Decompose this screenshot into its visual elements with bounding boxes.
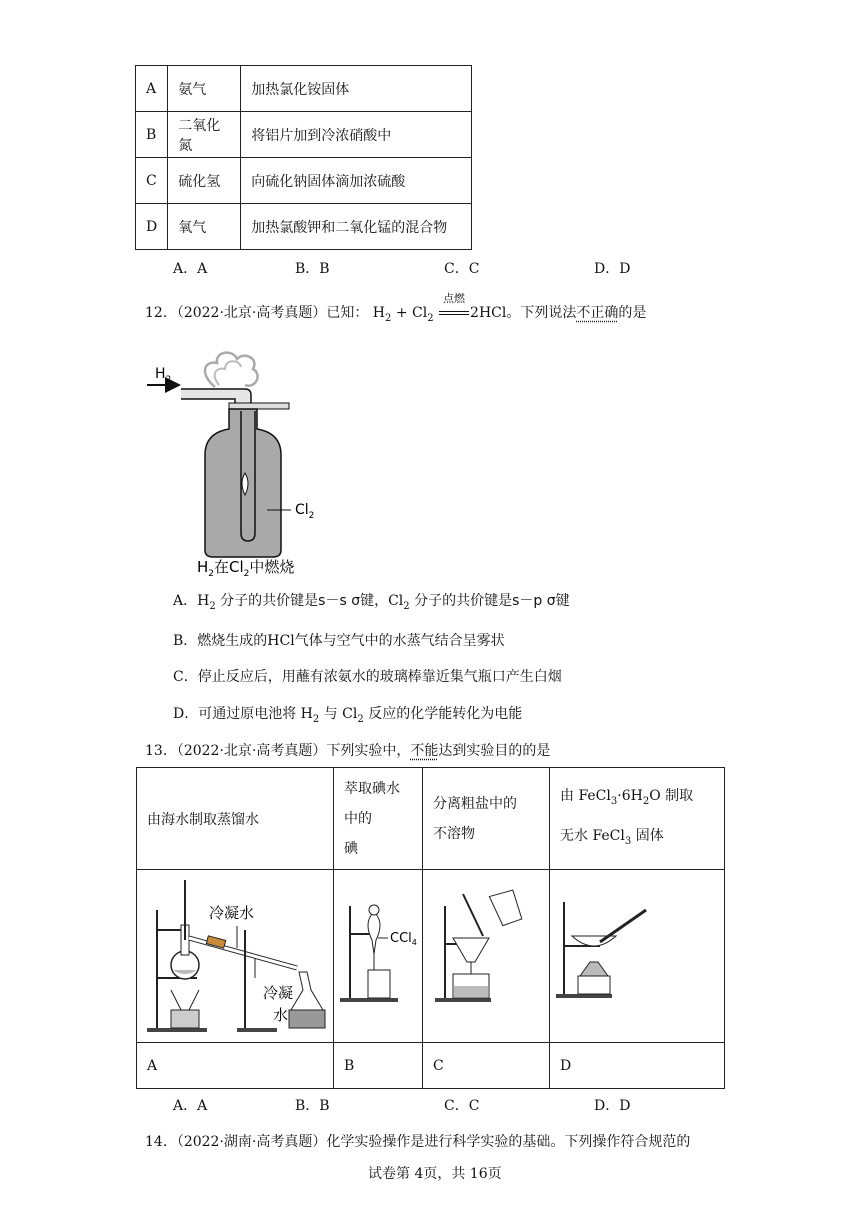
emphasis: 不正确	[576, 305, 619, 321]
cell-gas: 氨气	[168, 66, 241, 112]
figure-c-cell	[423, 870, 550, 1043]
q11-options	[0, 258, 860, 278]
cell-gas: 氧气	[168, 204, 241, 250]
cell-method: 加热氯化铵固体	[241, 66, 472, 112]
cell-opt: C	[136, 158, 168, 204]
h2-label: $H_2$	[155, 366, 172, 385]
cool-water-top-label: 冷凝水	[209, 904, 255, 922]
filtration-apparatus-figure	[423, 870, 549, 1038]
q12-option-c: C．停止反应后，用蘸有浓氨水的玻璃棒靠近集气瓶口产生白烟	[173, 669, 562, 685]
cell-method: 将铝片加到冷浓硝酸中	[241, 112, 472, 158]
header-c: 分离粗盐中的 不溶物	[423, 768, 550, 870]
gas-prep-table	[135, 65, 472, 250]
cell-opt: D	[136, 204, 168, 250]
label-a: A	[137, 1043, 334, 1089]
q12-option-a: A．$H_2$ 分子的共价键是s－s σ键，$Cl_2$ 分子的共价键是s－p σ键	[173, 593, 570, 612]
figure-d-cell	[550, 870, 725, 1043]
option-b: B．B	[295, 1098, 330, 1114]
cell-gas: 硫化氢	[168, 158, 241, 204]
cell-method: 向硫化钠固体滴加浓硫酸	[241, 158, 472, 204]
emphasis: 不能	[410, 743, 439, 759]
experiment-table	[136, 767, 725, 1089]
h2-cl2-combustion-figure	[145, 345, 315, 579]
reaction-condition: 点燃	[443, 292, 466, 305]
cool-water-bottom-label-1: 冷凝	[263, 984, 294, 1002]
distillation-apparatus-figure	[137, 870, 333, 1038]
q12-option-d: D．可通过原电池将 $H_2$ 与 $Cl_2$ 反应的化学能转化为电能	[173, 706, 523, 725]
cl2-label: $Cl_2$	[295, 502, 315, 521]
extraction-apparatus-figure	[334, 870, 422, 1038]
header-b: 萃取碘水中的 碘	[334, 768, 423, 870]
header-d: 由 $FeCl_3\cdot 6H_2O$ 制取 无水 FeCl$_3$ 固体	[550, 768, 725, 870]
figure-b-cell	[334, 870, 423, 1043]
q12-option-b: B．燃烧生成的HCl气体与空气中的水蒸气结合呈雾状	[173, 633, 505, 649]
q13-options	[0, 1095, 860, 1115]
header-a: 由海水制取蒸馏水	[137, 768, 334, 870]
cool-water-bottom-label-2: 水	[273, 1006, 289, 1024]
label-d: D	[550, 1043, 725, 1089]
cell-opt: A	[136, 66, 168, 112]
option-c: C．C	[444, 1098, 480, 1114]
q14-stem: 14．（2022·湖南·高考真题）化学实验操作是进行科学实验的基础。下列操作符合规范的	[145, 1134, 691, 1150]
option-a: A．A	[173, 1098, 208, 1114]
option-b: B．B	[295, 261, 330, 277]
label-b: B	[334, 1043, 423, 1089]
option-a: A．A	[173, 261, 208, 277]
figure-a-cell	[137, 870, 334, 1043]
evaporation-apparatus-figure	[550, 870, 700, 1038]
q12-stem: 12．（2022·北京·高考真题）已知： $H_2 + Cl_2$ 点燃 2HCl。下列说法不正确的是	[145, 292, 647, 324]
cell-gas: 二氧化氮	[168, 112, 241, 158]
cell-method: 加热氯酸钾和二氧化锰的混合物	[241, 204, 472, 250]
option-d: D．D	[594, 1098, 631, 1114]
label-c: C	[423, 1043, 550, 1089]
equation: $H_2 + Cl_2$ 点燃 2HCl	[372, 292, 507, 324]
ccl4-label: CCl$_4$	[390, 931, 417, 947]
q13-stem: 13．（2022·北京·高考真题）下列实验中，不能达到实验目的的是	[145, 743, 551, 759]
figure-caption: $H_2$在$Cl_2$中燃烧	[197, 558, 295, 579]
option-d: D．D	[594, 261, 631, 277]
option-c: C．C	[444, 261, 480, 277]
cell-opt: B	[136, 112, 168, 158]
page-footer: 试卷第 4页，共 16页	[368, 1166, 502, 1182]
